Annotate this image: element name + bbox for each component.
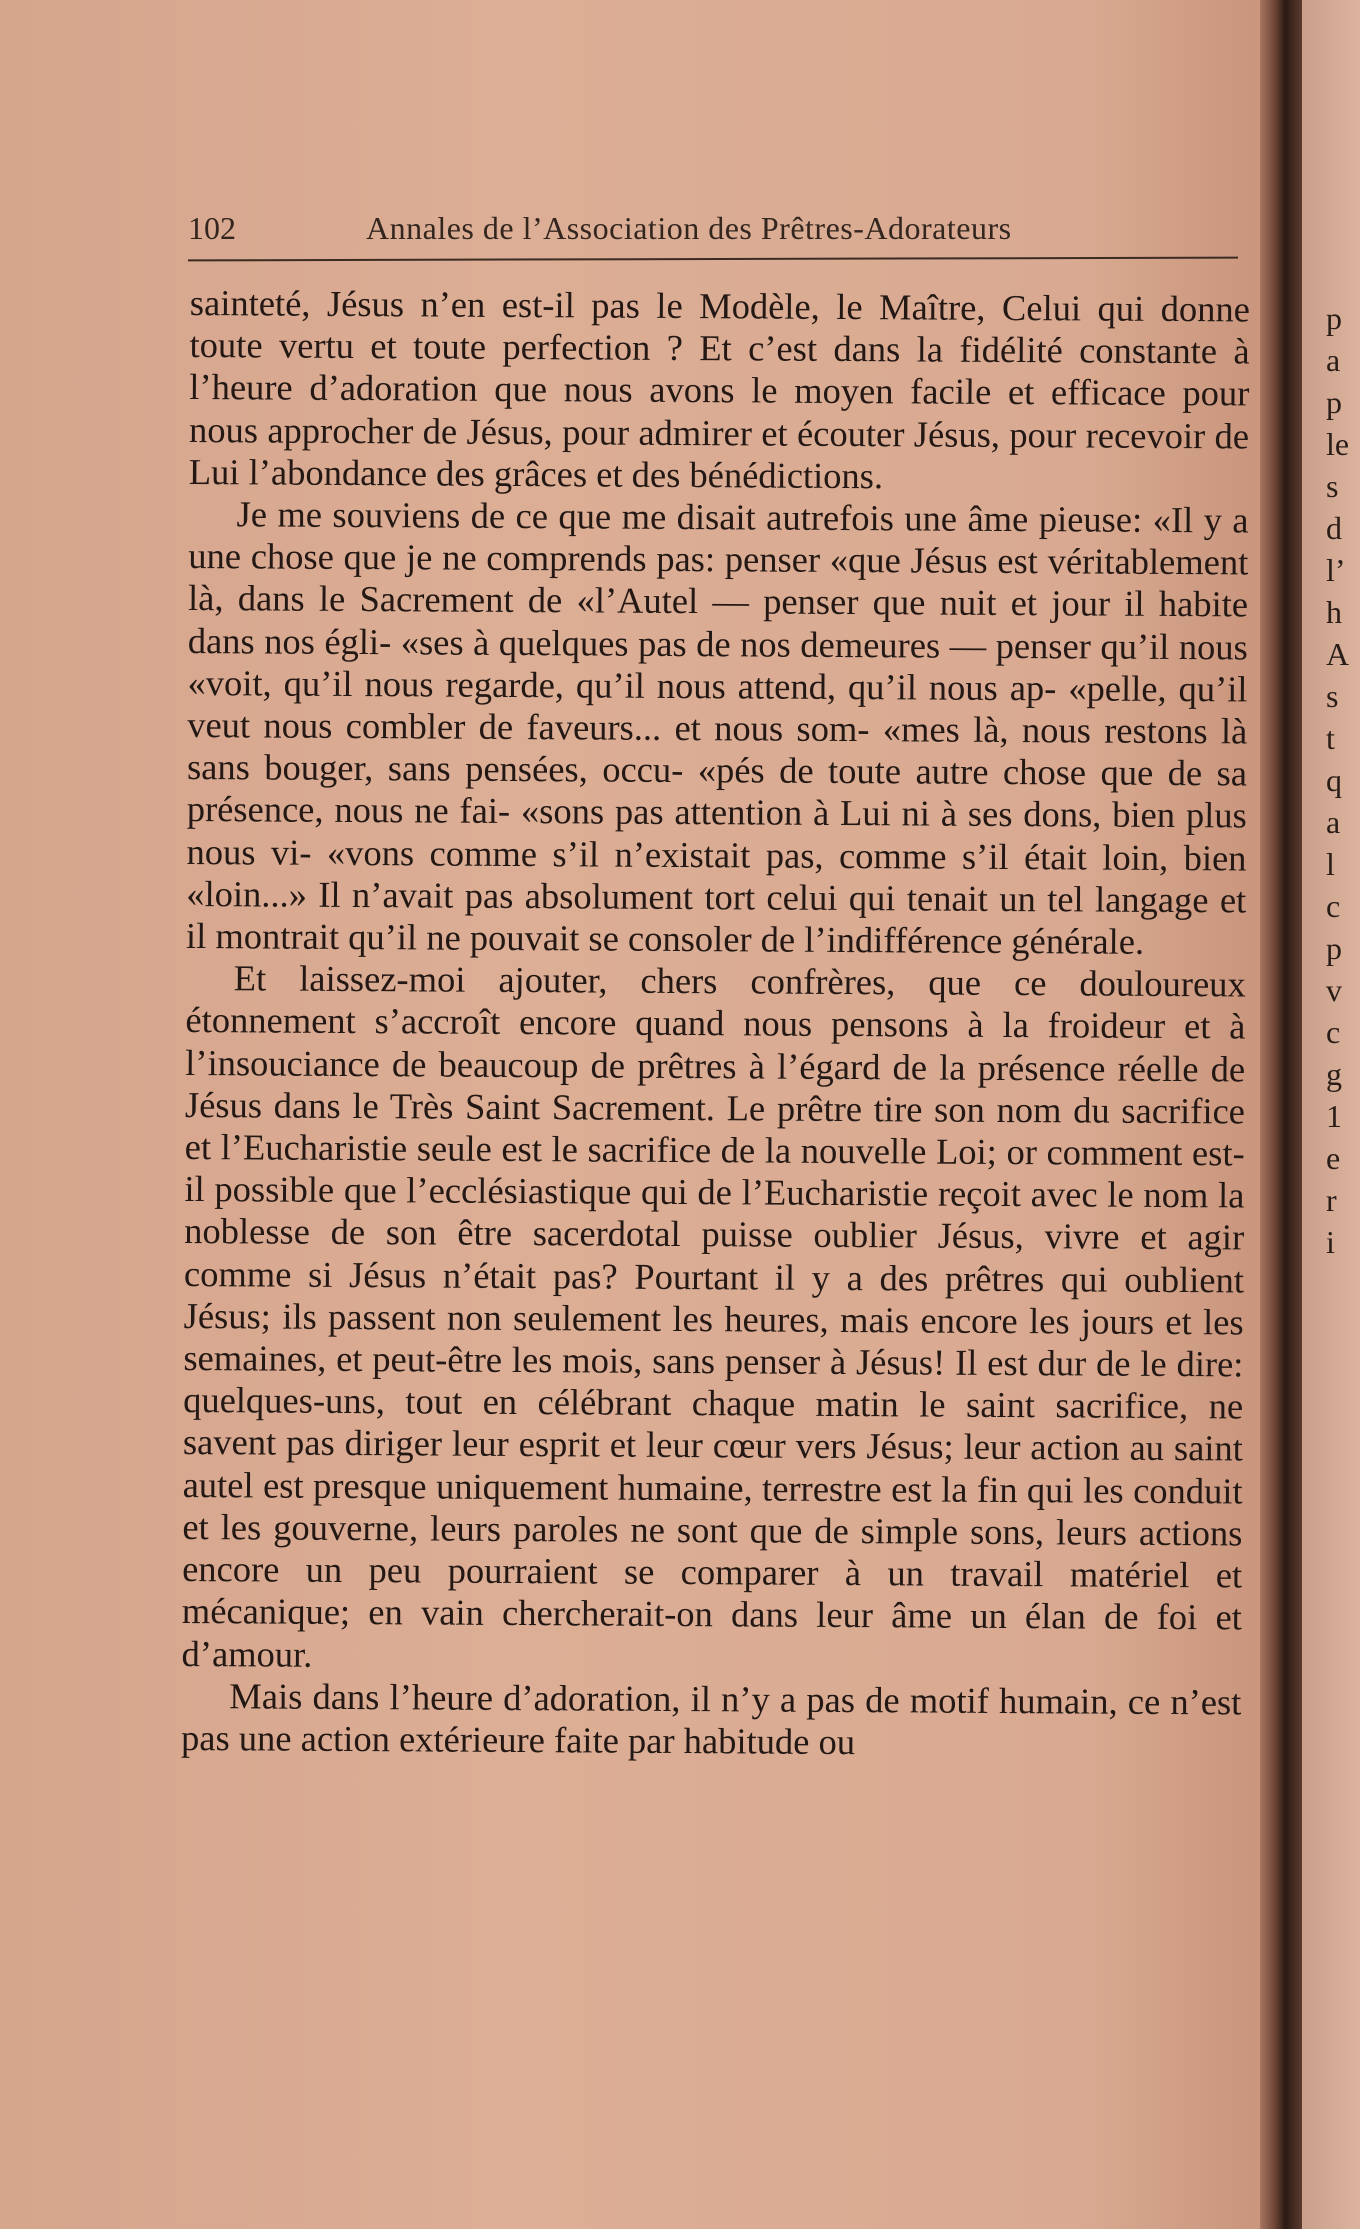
- paragraph-2: Je me souviens de ce que me disait autrefois une âme pieuse: «Il y a une chose que je ne comprends pas: penser «que Jésus est véritablement là, dans le Sacrement de «l’Autel — penser que nuit et jour il habite dans nos égli- «ses à quelques pas de nos demeures — penser qu’il nous «voit, qu’il nous regarde, qu’il nous attend, qu’il nous ap- «pelle, qu’il veut nous combler de faveurs... et nous som- «mes là, nous restons là sans bouger, sans pensées, occu- «pés de toute autre chose que de sa présence, nous ne fai- «sons pas attention à Lui ni à ses dons, bien plus nous vi- «vons comme s’il n’existait pas, comme s’il était loin, bien «loin...» Il n’avait pas absolument tort celui qui tenait un tel langage et il montrait qu’il ne pouvait se consoler de l’indifférence générale.: [185, 493, 1249, 962]
- page-number: 102: [188, 210, 236, 246]
- edge-fragment: A: [1326, 636, 1350, 672]
- edge-fragment: s: [1326, 468, 1339, 504]
- edge-fragment: c: [1326, 888, 1341, 924]
- edge-fragment: s: [1326, 678, 1339, 714]
- edge-fragment: t: [1326, 720, 1335, 756]
- adjacent-page-edge: [1302, 0, 1360, 2229]
- edge-fragment: v: [1326, 972, 1342, 1008]
- edge-fragment: q: [1326, 762, 1342, 798]
- edge-fragment: e: [1326, 1140, 1341, 1176]
- running-head: Annales de l’Association des Prêtres-Adorateurs: [366, 210, 1012, 246]
- body-text: [181, 282, 1250, 1766]
- edge-fragment: g: [1326, 1056, 1342, 1092]
- book-gutter: [1260, 0, 1302, 2229]
- edge-fragment: a: [1326, 804, 1341, 840]
- page-header: [188, 210, 1238, 258]
- edge-fragment: p: [1326, 930, 1342, 966]
- edge-fragment: i: [1326, 1224, 1335, 1260]
- edge-fragment: h: [1326, 594, 1342, 630]
- edge-fragment: d: [1326, 510, 1342, 546]
- edge-fragment: r: [1326, 1182, 1337, 1218]
- edge-fragment: c: [1326, 1014, 1341, 1050]
- paragraph-1: sainteté, Jésus n’en est-il pas le Modèle, le Maître, Celui qui donne toute vertu et toute perfection ? Et c’est dans la fidélité constante à l’heure d’adoration que nous avons le moyen facile et efficace pour nous approcher de Jésus, pour admirer et écouter Jésus, pour recevoir de Lui l’abondance des grâces et des bénédictions.: [188, 282, 1250, 497]
- edge-fragment: p: [1326, 384, 1342, 420]
- edge-fragment: p: [1326, 300, 1342, 336]
- edge-fragment: l: [1326, 846, 1335, 882]
- edge-fragment: l’: [1326, 552, 1346, 588]
- edge-fragment: le: [1326, 426, 1350, 462]
- paragraph-4: Mais dans l’heure d’adoration, il n’y a pas de motif humain, ce n’est pas une action extérieure faite par habitude ou: [180, 1674, 1242, 1762]
- edge-fragment: a: [1326, 342, 1341, 378]
- paragraph-3: Et laissez-moi ajouter, chers confrères, que ce douloureux étonnement s’accroît encore quand nous pensons à la froideur et à l’insouciance de beaucoup de prêtres à l’égard de la présence réelle de Jésus dans le Très Saint Sacrement. Le prêtre tire son nom du sacrifice et l’Eucharistie seule est le sacrifice de la nouvelle Loi; or comment est-il possible que l’ecclésiastique qui de l’Eucharistie reçoit avec le nom la noblesse de son être sacerdotal puisse oublier Jésus, vivre et agir comme si Jésus n’était pas? Pourtant il y a des prêtres qui oublient Jésus; ils passent non seulement les heures, mais encore les jours et les semaines, et peut-être les mois, sans penser à Jésus! Il est dur de le dire: quelques-uns, tout en célébrant chaque matin le saint sacrifice, ne savent pas diriger leur esprit et leur cœur vers Jésus; leur action au saint autel est presque uniquement humaine, terrestre est la fin qui les conduit et les gouverne, leurs paroles ne sont que de simple sons, leurs actions encore un peu pourraient se comparer à un travail matériel et mécanique; en vain chercherait-on dans leur âme un élan de foi et d’amour.: [181, 957, 1246, 1675]
- edge-fragment: 1: [1326, 1098, 1342, 1134]
